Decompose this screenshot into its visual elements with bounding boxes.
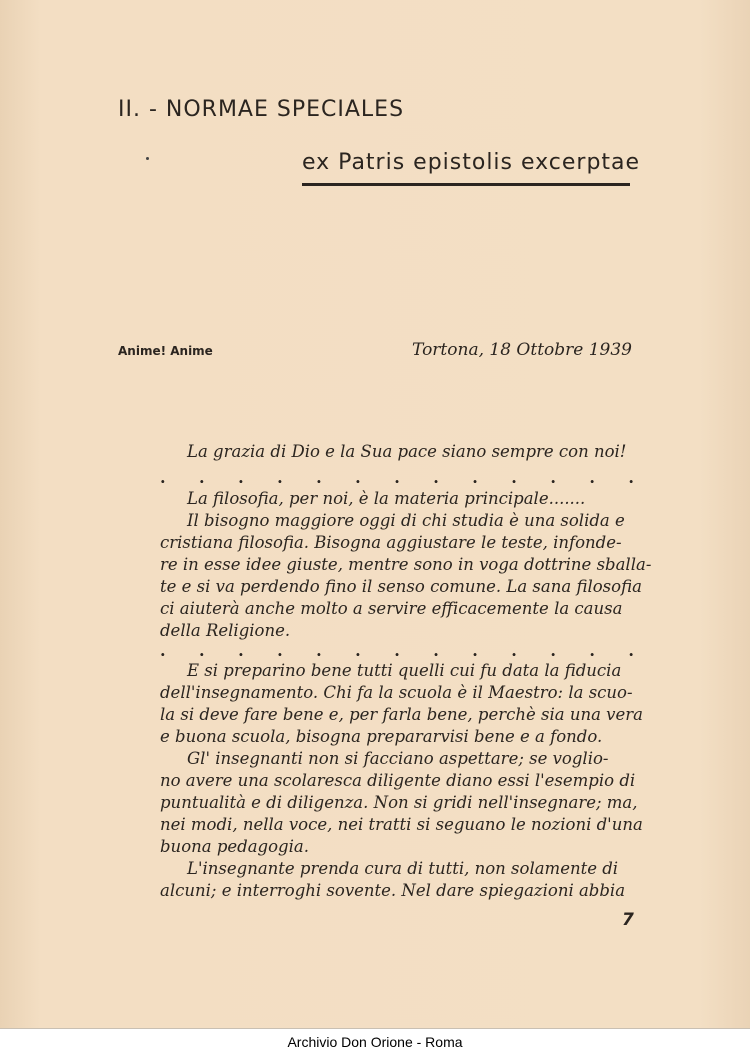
text-line: te e si va perdendo fino il senso comune. La sana filosofia (160, 577, 642, 596)
section-heading: II. - NORMAE SPECIALES (118, 97, 405, 122)
text-line: Gl' insegnanti non si facciano aspettare; se voglio- (187, 749, 609, 768)
text-line: Il bisogno maggiore oggi di chi studia è una solida e (187, 511, 625, 530)
archive-footer (0, 1028, 750, 1054)
page-number: 7 (622, 910, 634, 930)
text-line: re in esse idee giuste, mentre sono in voga dottrine sballa- (160, 555, 652, 574)
text-line: buona pedagogia. (160, 837, 309, 856)
text-line: puntualità e di diligenza. Non si gridi nell'insegnare; ma, (160, 793, 638, 812)
ellipsis-dots: . . . . . . . . . . . . . (160, 468, 634, 487)
text-line: cristiana filosofia. Bisogna aggiustare le teste, infonde- (160, 533, 622, 552)
text-line: E si preparino bene tutti quelli cui fu data la fiducia (187, 661, 622, 680)
section-subheading: ex Patris epistolis excerptae (302, 150, 641, 175)
ink-speck (146, 157, 149, 160)
text-line: L'insegnante prenda cura di tutti, non solamente di (187, 859, 619, 878)
letter-label: Anime! Anime (118, 344, 213, 358)
text-line: La grazia di Dio e la Sua pace siano sempre con noi! (187, 442, 627, 461)
text-line: no avere una scolaresca diligente diano essi l'esempio di (160, 771, 636, 790)
ellipsis-dots: . . . . . . . . . . . . . (160, 641, 634, 660)
text-line: della Religione. (160, 621, 291, 640)
text-line: dell'insegnamento. Chi fa la scuola è il Maestro: la scuo- (160, 683, 633, 702)
text-line: La filosofia, per noi, è la materia principale....... (187, 489, 586, 508)
text-line: alcuni; e interroghi sovente. Nel dare spiegazioni abbia (160, 881, 626, 900)
subheading-underline (302, 183, 630, 186)
archive-caption: Archivio Don Orione - Roma (287, 1034, 463, 1050)
text-line: nei modi, nella voce, nei tratti si seguano le nozioni d'una (160, 815, 643, 834)
text-line: la si deve fare bene e, per farla bene, perchè sia una vera (160, 705, 643, 724)
letter-dateline: Tortona, 18 Ottobre 1939 (412, 340, 632, 360)
text-line: e buona scuola, bisogna prepararvisi bene e a fondo. (160, 727, 603, 746)
text-line: ci aiuterà anche molto a servire efficacemente la causa (160, 599, 623, 618)
